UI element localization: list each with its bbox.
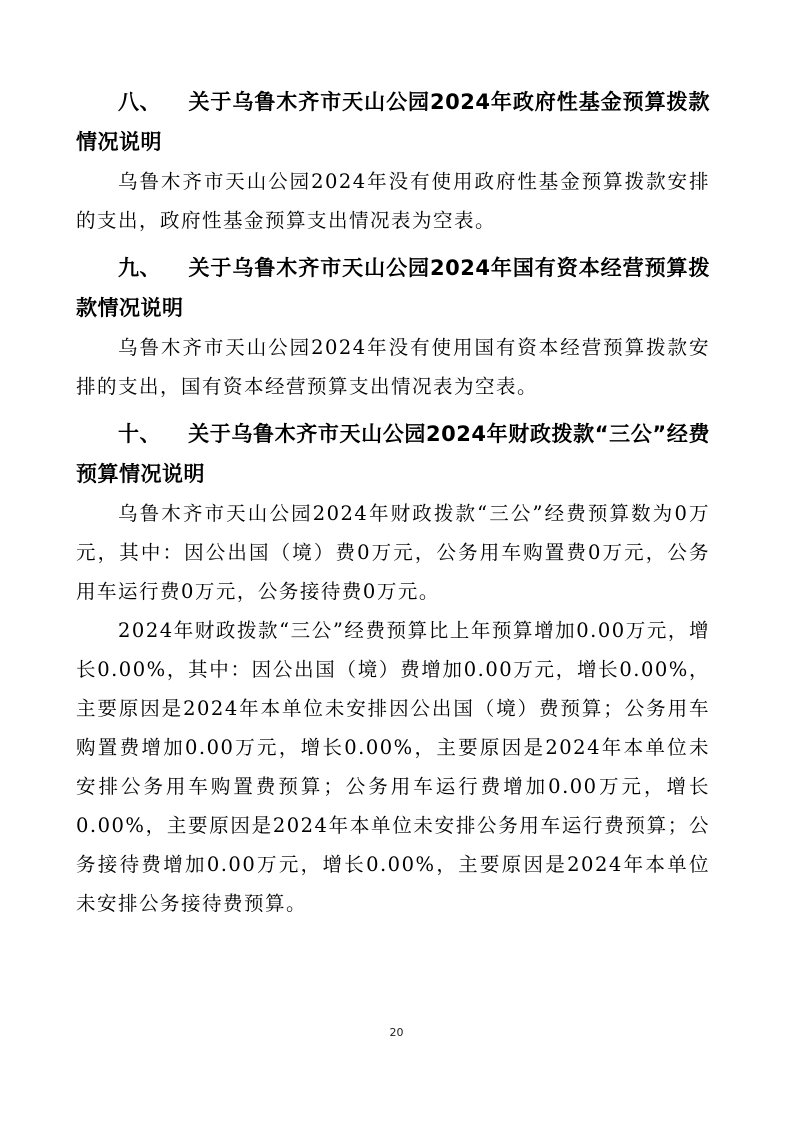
section-paragraph: 乌鲁木齐市天山公园2024年没有使用国有资本经营预算拨款安排的支出，国有资本经营预算支出情况表为空表。 <box>76 336 710 398</box>
section-number: 九、 <box>118 256 161 280</box>
section-heading-8 <box>76 82 710 162</box>
section-number: 八、 <box>118 90 161 114</box>
section-heading-10 <box>76 414 710 494</box>
section-heading-9 <box>76 248 710 328</box>
document-body <box>76 82 710 923</box>
page-number: 20 <box>389 1026 404 1039</box>
section-number: 十、 <box>118 422 161 446</box>
section-paragraph: 乌鲁木齐市天山公园2024年没有使用政府性基金预算拨款安排的支出，政府性基金预算支出情况表为空表。 <box>76 170 710 232</box>
section-paragraph: 乌鲁木齐市天山公园2024年财政拨款“三公”经费预算数为0万元，其中：因公出国（境）费0万元，公务用车购置费0万元，公务用车运行费0万元，公务接待费0万元。 <box>76 502 710 603</box>
section-title: 关于乌鲁木齐市天山公园2024年政府性基金预算拨款情况说明 <box>76 90 710 154</box>
section-paragraph: 2024年财政拨款“三公”经费预算比上年预算增加0.00万元，增长0.00%，其中：因公出国（境）费增加0.00万元，增长0.00%，主要原因是2024年本单位未安排因公出国（境）费预算；公务用车购置费增加0.00万元，增长0.00%，主要原因是2024年本单位未安排公务用车购置费预算；公务用车运行费增加0.00万元，增长0.00%，主要原因是2024年本单位未安排公务用车运行费预算；公务接待费增加0.00万元，增长0.00%，主要原因是2024年本单位未安排公务接待费预算。 <box>76 619 710 915</box>
section-title: 关于乌鲁木齐市天山公园2024年国有资本经营预算拨款情况说明 <box>76 256 710 320</box>
section-title: 关于乌鲁木齐市天山公园2024年财政拨款“三公”经费预算情况说明 <box>76 422 710 486</box>
